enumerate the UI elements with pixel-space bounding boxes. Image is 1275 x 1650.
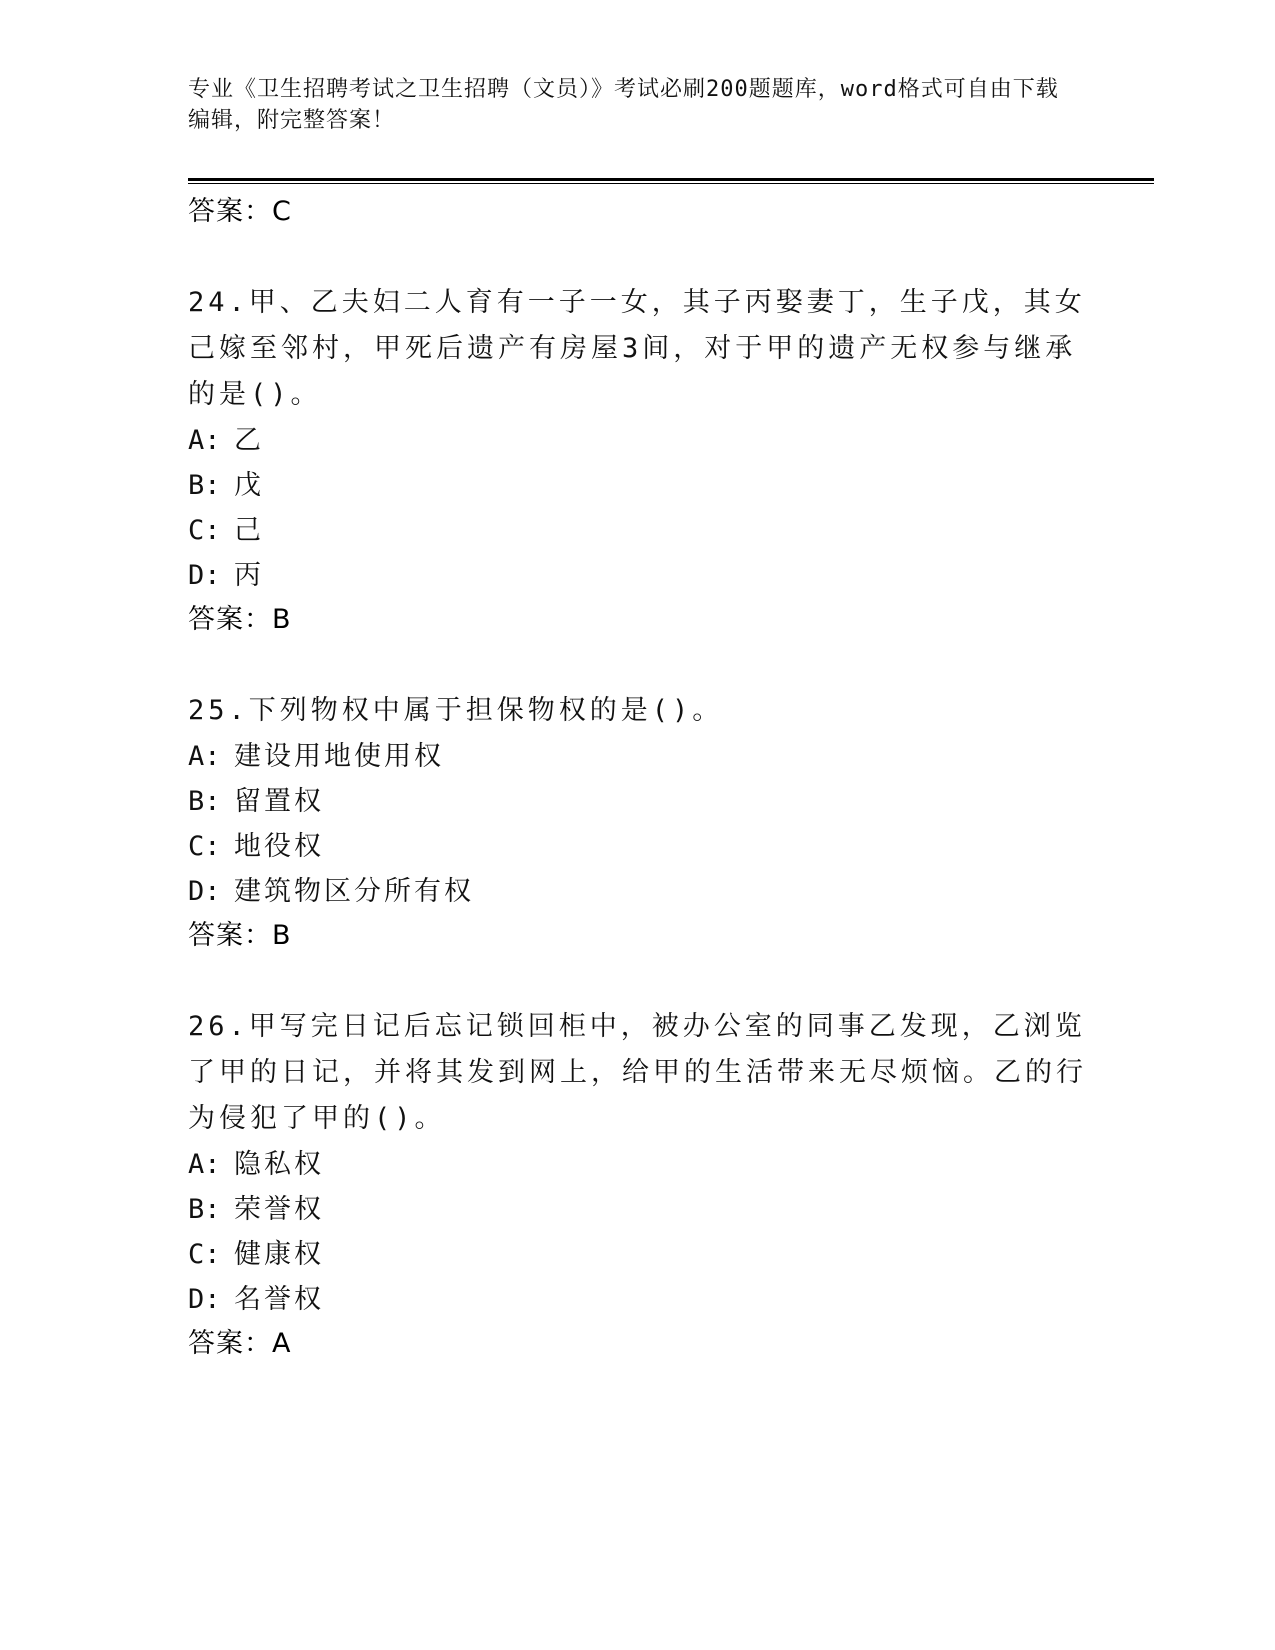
question-text: 26.甲写完日记后忘记锁回柜中，被办公室的同事乙发现，乙浏览了甲的日记，并将其发到网上，给甲的生活带来无尽烦恼。乙的行为侵犯了甲的()。 [188, 1011, 1087, 1134]
question-text: 24.甲、乙夫妇二人育有一子一女，其子丙娶妻丁，生子戊，其女己嫁至邻村，甲死后遗产有房屋3间，对于甲的遗产无权参与继承的是()。 [188, 287, 1086, 410]
option-letter: D: [188, 560, 221, 591]
option-b [188, 1187, 1088, 1232]
option-b [188, 779, 1088, 824]
answer-line: 答案：B [188, 920, 292, 951]
question-26 [188, 1004, 1088, 1366]
option-letter: C: [188, 515, 221, 546]
answer-line: 答案：B [188, 604, 292, 635]
option-text: 健康权 [234, 1239, 324, 1270]
option-letter: A: [188, 741, 221, 772]
option-letter: B: [188, 786, 221, 817]
option-text: 戊 [234, 470, 264, 501]
option-letter: B: [188, 470, 221, 501]
option-text: 建筑物区分所有权 [234, 876, 474, 907]
option-a [188, 734, 1088, 779]
option-d [188, 1277, 1088, 1322]
header-divider-thick [188, 178, 1154, 181]
option-text: 地役权 [234, 831, 324, 862]
option-text: 留置权 [234, 786, 324, 817]
option-letter: A: [188, 425, 221, 456]
option-text: 己 [234, 515, 264, 546]
option-letter: A: [188, 1149, 221, 1180]
option-text: 荣誉权 [234, 1194, 324, 1225]
option-c [188, 824, 1088, 869]
option-text: 隐私权 [234, 1149, 324, 1180]
option-letter: D: [188, 876, 221, 907]
option-d [188, 553, 1088, 598]
option-a [188, 1142, 1088, 1187]
header-divider-thin [188, 183, 1154, 184]
option-d [188, 869, 1088, 914]
option-letter: B: [188, 1194, 221, 1225]
option-a [188, 418, 1088, 463]
option-letter: C: [188, 1239, 221, 1270]
question-text: 25.下列物权中属于担保物权的是()。 [188, 695, 724, 726]
option-text: 乙 [234, 425, 264, 456]
option-text: 建设用地使用权 [234, 741, 444, 772]
option-text: 丙 [234, 560, 264, 591]
option-b [188, 463, 1088, 508]
option-text: 名誉权 [234, 1284, 324, 1315]
document-header: 专业《卫生招聘考试之卫生招聘（文员）》考试必刷200题题库，word格式可自由下载编辑，附完整答案！ [188, 77, 1059, 133]
document-body [188, 190, 1088, 1366]
previous-answer: 答案：C [188, 196, 292, 227]
answer-line: 答案：A [188, 1328, 292, 1359]
question-25 [188, 688, 1088, 958]
option-c [188, 1232, 1088, 1277]
option-letter: C: [188, 831, 221, 862]
option-c [188, 508, 1088, 553]
option-letter: D: [188, 1284, 221, 1315]
question-24 [188, 280, 1088, 642]
